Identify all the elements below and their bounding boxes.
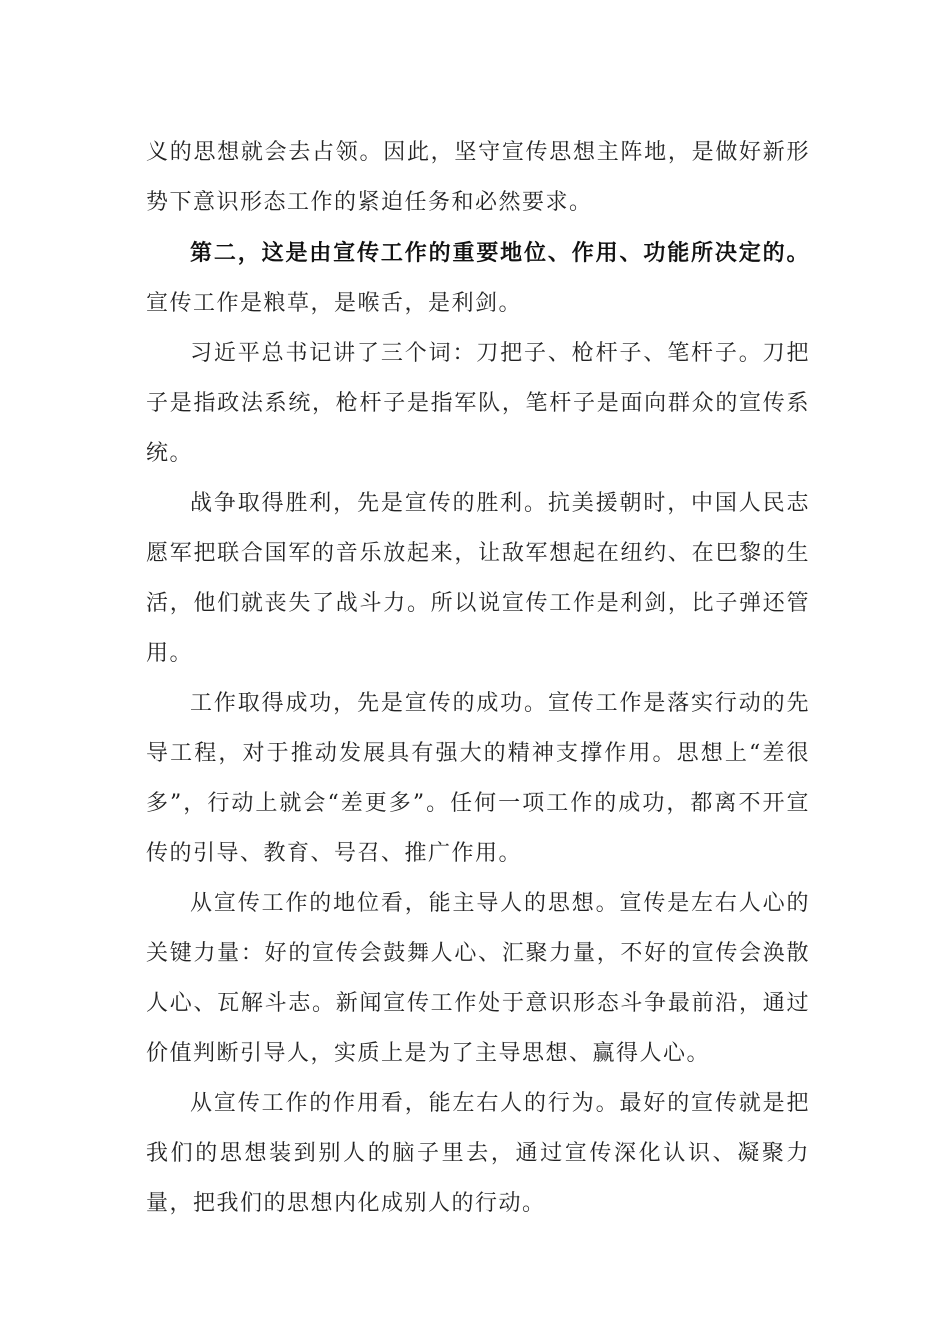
paragraph-function <box>146 1079 810 1229</box>
paragraph-text: 从宣传工作的作用看，能左右人的行为。最好的宣传就是把我们的思想装到别人的脑子里去，通过宣传深化认识、凝聚力量，把我们的思想内化成别人的行动。 <box>146 1091 810 1216</box>
paragraph-text: 从宣传工作的地位看，能主导人的思想。宣传是左右人心的关键力量：好的宣传会鼓舞人心、汇聚力量，不好的宣传会涣散人心、瓦解斗志。新闻宣传工作处于意识形态斗争最前沿，通过价值判断引导人，实质上是为了主导思想、赢得人心。 <box>146 891 810 1066</box>
paragraph-text: 宣传工作是粮草，是喉舌，是利剑。 <box>146 291 523 316</box>
paragraph-work-success <box>146 679 810 879</box>
paragraph-text: 习近平总书记讲了三个词：刀把子、枪杆子、笔杆子。刀把子是指政法系统，枪杆子是指军队，笔杆子是面向群众的宣传系统。 <box>146 341 810 466</box>
paragraph-text: 工作取得成功，先是宣传的成功。宣传工作是落实行动的先导工程，对于推动发展具有强大的精神支撑作用。思想上“差很多”，行动上就会“差更多”。任何一项工作的成功，都离不开宣传的引导、教育、号召、推广作用。 <box>146 691 810 866</box>
paragraph-war-victory <box>146 479 810 679</box>
paragraph-continuation <box>146 128 810 228</box>
document-body <box>146 128 810 1229</box>
bold-heading-second-point: 第二，这是由宣传工作的重要地位、作用、功能所决定的。 <box>190 240 810 266</box>
paragraph-three-words <box>146 329 810 479</box>
paragraph-second-point <box>146 228 810 329</box>
paragraph-text: 战争取得胜利，先是宣传的胜利。抗美援朝时，中国人民志愿军把联合国军的音乐放起来，让敌军想起在纽约、在巴黎的生活，他们就丧失了战斗力。所以说宣传工作是利剑，比子弹还管用。 <box>146 491 810 666</box>
paragraph-status <box>146 879 810 1079</box>
paragraph-text: 义的思想就会去占领。因此，坚守宣传思想主阵地，是做好新形势下意识形态工作的紧迫任务和必然要求。 <box>146 140 810 215</box>
